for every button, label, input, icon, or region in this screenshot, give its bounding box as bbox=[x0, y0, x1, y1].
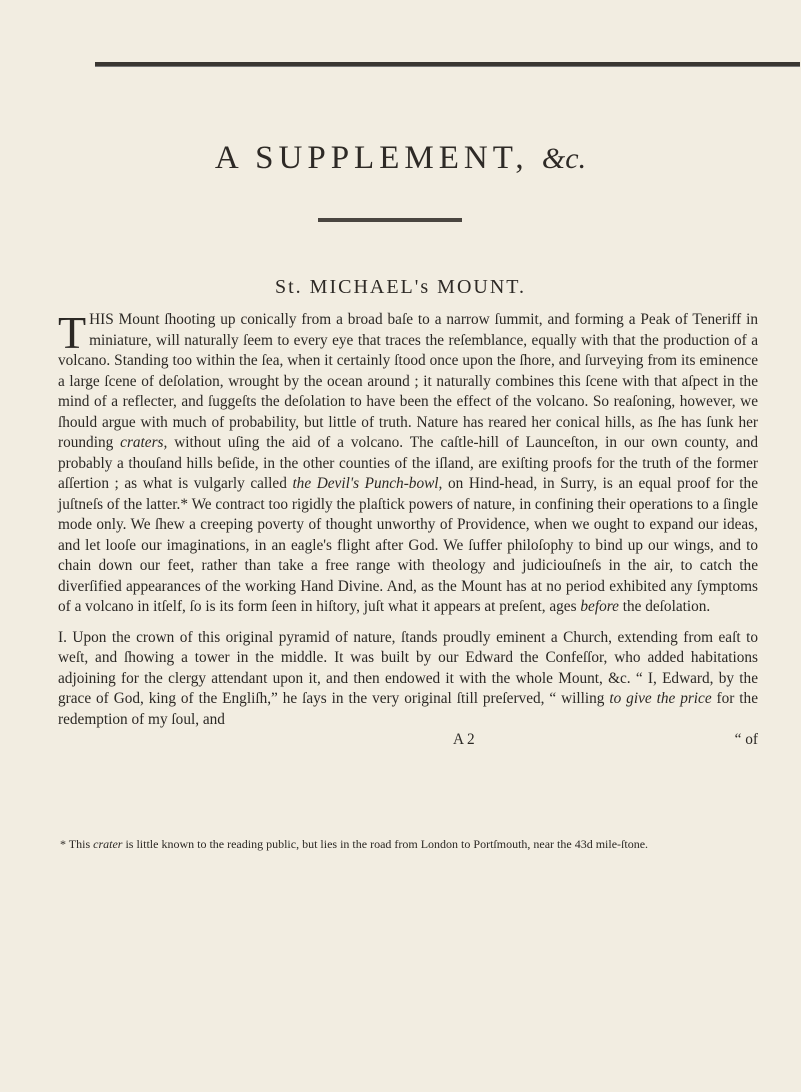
paragraph-1 bbox=[58, 307, 759, 618]
para1-craters: craters, bbox=[120, 434, 168, 451]
para2-price: to give the price bbox=[609, 690, 712, 707]
footnote-rest: is little known to the reading public, but lies in the road from London to Portſmouth, near the 43d mile-ſtone. bbox=[122, 837, 649, 851]
title-etc: &c. bbox=[541, 142, 587, 175]
title-text: A SUPPLEMENT, bbox=[214, 140, 529, 176]
para1-start: HIS Mount ſhooting up conically from a broad baſe to a narrow ſummit, and forming a Peak of Teneriff in miniature, will naturally ſeem to every eye that traces the reſemblance, equally with that the production of a volcano. Standing too within the ſea, when it certainly ſtood once upon the ſhore, and ſurveying from its eminence a large ſcene of deſolation, wrought by the ocean around ; it naturally combines this ſcene with that aſpect in the mind of a reflecter, and ſuggeſts the deſolation to have been the effect of the volcano. So reaſoning, however, we ſhould argue with much of probability, but little of truth. Nature has reared her conical hills, as ſhe has ſunk her rounding bbox=[58, 311, 758, 451]
signature-mark: A 2 bbox=[453, 731, 475, 748]
footnote bbox=[60, 836, 780, 852]
drop-cap: T bbox=[58, 307, 87, 358]
page-title bbox=[0, 140, 801, 177]
footnote-crater: crater bbox=[93, 837, 123, 851]
para2-end: for the redemption of my ſoul, and bbox=[58, 690, 758, 728]
ornamental-rule bbox=[318, 218, 462, 222]
para1-end: the deſolation. bbox=[618, 598, 711, 615]
signature-line bbox=[58, 730, 758, 751]
catchword: “ of bbox=[734, 731, 758, 748]
para1-punchbowl: the Devil's Punch-bowl, bbox=[292, 475, 443, 492]
body-text bbox=[58, 307, 759, 751]
para1-mid2: on Hind-head, in Surry, is an equal proof for the juſtneſs of the latter.* We contract too rigidly the plaſtick powers of nature, in confining their operations to a ſingle mode only. We ſhew a creeping poverty of thought unworthy of Providence, when we ought to expand our ideas, and let looſe our imaginations, in an eagle's flight after God. We ſuffer philoſophy to bind up our wings, and to chain down our feet, rather than take a free range with theology and judiciouſneſs in the air, to catch the diverſified appearances of the working Hand Divine. And, as the Mount has at no period exhibited any ſymptoms of a volcano in itſelf, ſo is its form ſeen in hiſtory, juſt what it appears at preſent, ages bbox=[58, 475, 758, 615]
footnote-prefix: * This bbox=[60, 837, 94, 851]
para1-before: before bbox=[580, 598, 619, 615]
top-rule bbox=[95, 62, 800, 67]
section-heading: St. MICHAEL's MOUNT. bbox=[274, 276, 526, 298]
paragraph-2 bbox=[58, 628, 758, 731]
para1-mid1: without uſing the aid of a volcano. The caſtle-hill of Launceſton, in our own county, and probably a thouſand hills beſide, in the other counties of the iſland, are exiſting proofs for the truth of the former aſſertion ; as what is vulgarly called bbox=[58, 434, 759, 492]
para2-start: I. Upon the crown of this original pyramid of nature, ſtands proudly eminent a Church, extending from eaſt to weſt, and ſhowing a tower in the middle. It was built by our Edward the Confeſſor, who added habitations adjoining for the clergy attendant upon it, and then endowed it with the whole Mount, &c. “ I, Edward, by the grace of God, king of the Engliſh,” he ſays in the very original ſtill preſerved, “ willing bbox=[58, 628, 758, 707]
